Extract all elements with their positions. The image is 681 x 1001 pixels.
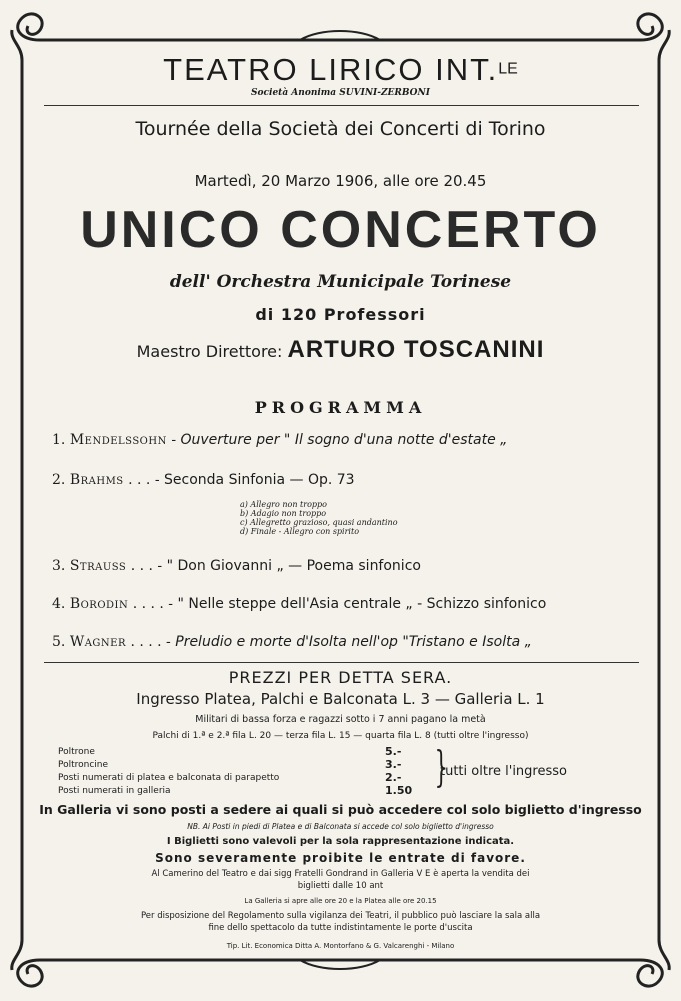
- director-label: Maestro Direttore:: [136, 342, 283, 361]
- tour-line: Tournée della Società dei Concerti di Torino: [135, 118, 546, 140]
- company-name: Società Anonima SUVINI-ZERBONI: [251, 88, 430, 98]
- theatre-name: TEATRO LIRICO INT.$^{LE}$: [163, 52, 518, 87]
- divider: [44, 105, 639, 106]
- seat-price: 2.-: [385, 771, 402, 784]
- seat-price: 3.-: [385, 758, 402, 771]
- programme-item: 5. Wagner . . . . - Preludio e morte d'Isolta nell'op "Tristano e Isolta „: [52, 634, 532, 650]
- main-title: UNICO CONCERTO: [80, 201, 601, 259]
- programme-item: 3. Strauss . . . - " Don Giovanni „ — Poema sinfonico: [52, 558, 421, 574]
- opening-note: La Galleria si apre alle ore 20 e la Platea alle ore 20.15: [244, 897, 437, 905]
- professors-line: di 120 Professori: [255, 305, 426, 324]
- programme-item: 2. Brahms . . . - Seconda Sinfonia — Op. 73: [52, 472, 355, 488]
- brace: }: [434, 742, 449, 791]
- seat-price: 5.-: [385, 745, 402, 758]
- director-line: [0, 336, 681, 364]
- prices-discount: Militari di bassa forza e ragazzi sotto i 7 anni pagano la metà: [195, 714, 486, 725]
- prices-title: PREZZI PER DETTA SERA.: [228, 668, 453, 687]
- prices-main: Ingresso Platea, Palchi e Balconata L. 3 — Galleria L. 1: [136, 690, 545, 708]
- seat-label: Posti numerati in galleria: [58, 786, 171, 796]
- gallery-note: In Galleria vi sono posti a sedere ai quali si può accedere col solo biglietto d'ingresso: [39, 802, 642, 817]
- box-office-line-1: Al Camerino del Teatro e dai sigg Fratelli Gondrand in Galleria V E è aperta la vendita dei: [151, 869, 530, 879]
- seat-label: Poltrone: [58, 747, 95, 757]
- programme-title: PROGRAMMA: [254, 398, 427, 417]
- programme-item: 4. Borodin . . . . - " Nelle steppe dell'Asia centrale „ - Schizzo sinfonico: [52, 596, 547, 612]
- seats-note: tutti oltre l'ingresso: [440, 764, 567, 779]
- orchestra-line: dell' Orchestra Municipale Torinese: [169, 272, 512, 292]
- programme-item: 1. Mendelssohn - Ouverture per " Il sogno d'una notte d'estate „: [52, 432, 508, 448]
- box-office-line-2: biglietti dalle 10 ant: [297, 881, 384, 891]
- rules-line-2: fine dello spettacolo da tutte indistintamente le porte d'uscita: [208, 923, 473, 933]
- nb-note: NB. Ai Posti in piedi di Platea e di Balconata si accede col solo biglietto d'ingresso: [187, 822, 494, 831]
- director-name: ARTURO TOSCANINI: [287, 336, 545, 363]
- seat-label: Posti numerati di platea e balconata di parapetto: [58, 773, 280, 783]
- printer-line: Tip. Lit. Economica Ditta A. Montorfano & G. Valcarenghi - Milano: [226, 942, 455, 950]
- validity-note: I Biglietti sono valevoli per la sola rappresentazione indicata.: [166, 836, 515, 847]
- prices-boxes: Palchi di 1.ª e 2.ª fila L. 20 — terza fila L. 15 — quarta fila L. 8 (tutti oltre l'ingresso): [152, 731, 529, 741]
- rules-line-1: Per disposizione del Regolamento sulla vigilanza dei Teatri, il pubblico può lasciare la sala alla: [140, 911, 541, 921]
- seat-label: Poltroncine: [58, 760, 109, 770]
- forbidden-note: Sono severamente proibite le entrate di favore.: [155, 851, 526, 865]
- seat-price: 1.50: [385, 784, 413, 797]
- movements: a) Allegro non troppo b) Adagio non troppo c) Allegretto grazioso, quasi andantino d) Finale - Allegro con spirito: [240, 500, 398, 536]
- divider: [44, 662, 639, 663]
- date-line: Martedì, 20 Marzo 1906, alle ore 20.45: [194, 172, 487, 190]
